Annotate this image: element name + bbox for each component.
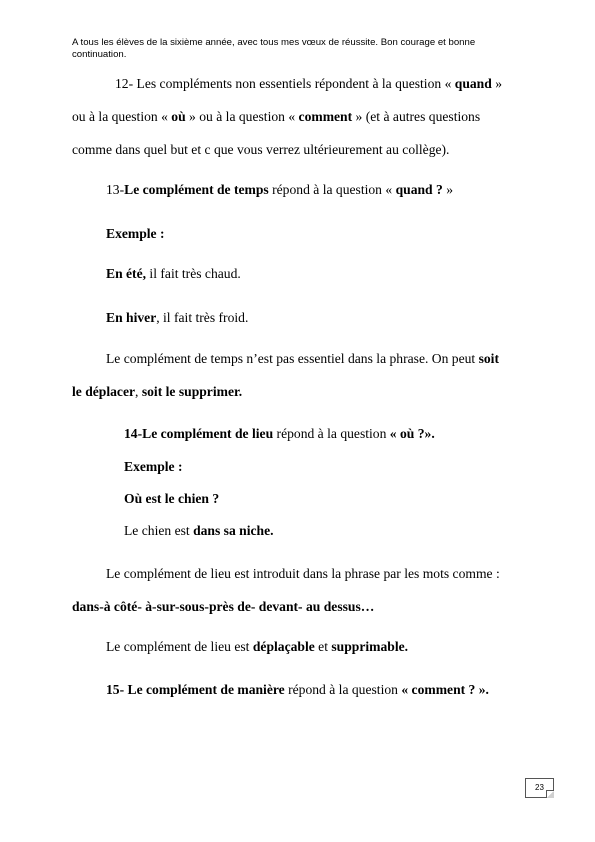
bold-text: En été, [106, 266, 147, 281]
example-question [124, 491, 219, 507]
page-number-box [525, 778, 554, 798]
bold-text: supprimable. [331, 639, 409, 654]
bold-text: dans-à côté- à-sur-sous-près de- devant- au dessus… [72, 599, 375, 614]
text: répond à la question « [268, 182, 396, 197]
text: » ou à la question « [185, 109, 299, 124]
text: il fait très chaud. [146, 266, 241, 281]
rule-12-line-1 [115, 76, 502, 92]
bold-text: où [171, 109, 186, 124]
example-sentence [106, 266, 241, 282]
bold-text: soit [478, 351, 499, 366]
rule-14 [124, 426, 435, 442]
bold-text: le déplacer [72, 384, 136, 399]
bold-text: Où est le chien ? [124, 491, 220, 506]
text: Le chien est [124, 523, 194, 538]
temps-note-line-2 [72, 384, 242, 400]
text: répond à la question [284, 682, 402, 697]
bold-text: dans sa niche. [193, 523, 274, 538]
bold-text: déplaçable [252, 639, 315, 654]
text: 12- Les compléments non essentiels répondent à la question « [115, 76, 455, 91]
text: 13- [106, 182, 125, 197]
bold-text: quand [454, 76, 492, 91]
bold-text: Exemple : [106, 226, 165, 241]
page-header: A tous les élèves de la sixième année, avec tous mes vœux de réussite. Bon courage et bonne continuation. [72, 37, 476, 60]
example-label [106, 226, 165, 242]
text: répond à la question [273, 426, 390, 441]
page-number: 23 [535, 783, 544, 792]
rule-12-line-2 [72, 109, 480, 125]
temps-note-line-1 [106, 351, 499, 367]
lieu-note [106, 639, 408, 655]
text: Le complément de temps n’est pas essentiel dans la phrase. On peut [106, 351, 479, 366]
bold-text: comment [298, 109, 353, 124]
text: , [135, 384, 142, 399]
example-label [124, 459, 183, 475]
bold-text: Exemple : [124, 459, 183, 474]
bold-text: « où ?». [389, 426, 435, 441]
bold-text: En hiver [106, 310, 157, 325]
lieu-words [72, 599, 374, 615]
bold-text: soit le supprimer. [141, 384, 243, 399]
example-sentence [106, 310, 248, 326]
text: ou à la question « [72, 109, 172, 124]
text: » [442, 182, 454, 197]
bold-text: quand ? [395, 182, 443, 197]
lieu-intro: Le complément de lieu est introduit dans la phrase par les mots comme : [106, 566, 500, 581]
text: et [314, 639, 332, 654]
bold-text: 15- Le complément de manière [106, 682, 285, 697]
text: » (et à autres questions [352, 109, 481, 124]
page-curl-icon [546, 790, 554, 798]
rule-12-line-3: comme dans quel but et c que vous verrez ultérieurement au collège). [72, 142, 450, 157]
rule-13 [106, 182, 453, 198]
bold-text: « comment ? ». [401, 682, 489, 697]
text: » [491, 76, 503, 91]
bold-text: 14-Le complément de lieu [124, 426, 274, 441]
rule-15 [106, 682, 489, 698]
text: , il fait très froid. [156, 310, 249, 325]
text: Le complément de lieu est [106, 639, 253, 654]
bold-text: Le complément de temps [124, 182, 269, 197]
example-answer [124, 523, 274, 539]
